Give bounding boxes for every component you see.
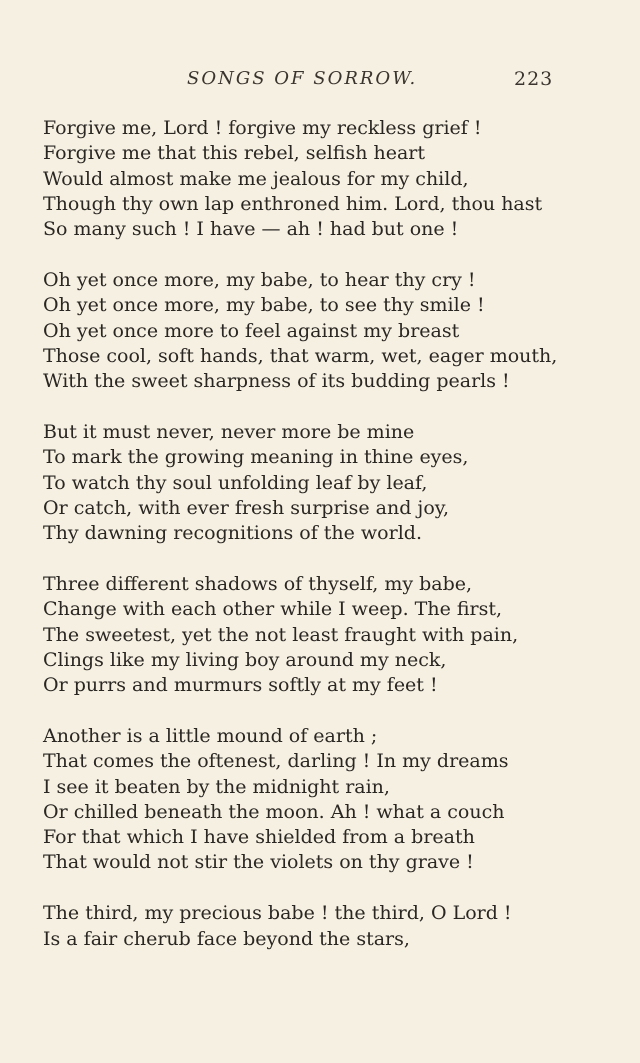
poem-line: Those cool, soft hands, that warm, wet, eager mouth,: [43, 344, 558, 367]
poem-line: Oh yet once more, my babe, to hear thy cry !: [43, 268, 476, 291]
poem-body: [43, 116, 603, 977]
poem-line: The third, my precious babe ! the third, O Lord !: [43, 902, 512, 925]
poem-line: Three different shadows of thyself, my babe,: [43, 572, 473, 595]
stanza-2: [43, 268, 603, 394]
poem-line: Or chilled beneath the moon. Ah ! what a couch: [43, 800, 505, 823]
poem-line: Change with each other while I weep. The first,: [43, 598, 503, 621]
poem-line: So many such ! I have — ah ! had but one !: [43, 218, 459, 241]
poem-line: Thy dawning recognitions of the world.: [43, 522, 422, 545]
poem-line: That comes the oftenest, darling ! In my dreams: [43, 750, 509, 773]
poem-line: Oh yet once more to feel against my breast: [43, 319, 460, 342]
poem-line: To mark the growing meaning in thine eyes,: [43, 446, 469, 469]
poem-line: Another is a little mound of earth ;: [43, 724, 378, 747]
poem-line: But it must never, never more be mine: [43, 420, 415, 443]
poem-line: With the sweet sharpness of its budding pearls !: [43, 370, 510, 393]
poem-line: I see it beaten by the midnight rain,: [43, 775, 390, 798]
poem-line: Would almost make me jealous for my child,: [43, 167, 469, 190]
poem-line: The sweetest, yet the not least fraught with pain,: [43, 623, 519, 646]
running-head: SONGS OF SORROW.: [187, 68, 418, 89]
poem-line: To watch thy soul unfolding leaf by leaf,: [43, 471, 428, 494]
poem-line: Or catch, with ever fresh surprise and joy,: [43, 496, 450, 519]
poem-line: That would not stir the violets on thy grave !: [43, 851, 474, 874]
poem-line: Clings like my living boy around my neck,: [43, 648, 447, 671]
poem-line: Oh yet once more, my babe, to see thy smile !: [43, 294, 485, 317]
poem-line: Forgive me, Lord ! forgive my reckless grief !: [43, 117, 482, 139]
stanza-3: [43, 420, 603, 546]
stanza-1: [43, 116, 603, 242]
poem-line: Forgive me that this rebel, selfish heart: [43, 142, 426, 165]
poem-line: Is a fair cherub face beyond the stars,: [43, 927, 410, 950]
page-number: 223: [514, 68, 554, 90]
stanza-5: [43, 724, 603, 876]
poem-line: For that which I have shielded from a breath: [43, 826, 475, 849]
poem-line: Or purrs and murmurs softly at my feet !: [43, 674, 438, 697]
page-header: [0, 68, 640, 98]
stanza-6: [43, 901, 603, 952]
poem-line: Though thy own lap enthroned him. Lord, thou hast: [43, 192, 543, 215]
stanza-4: [43, 572, 603, 698]
